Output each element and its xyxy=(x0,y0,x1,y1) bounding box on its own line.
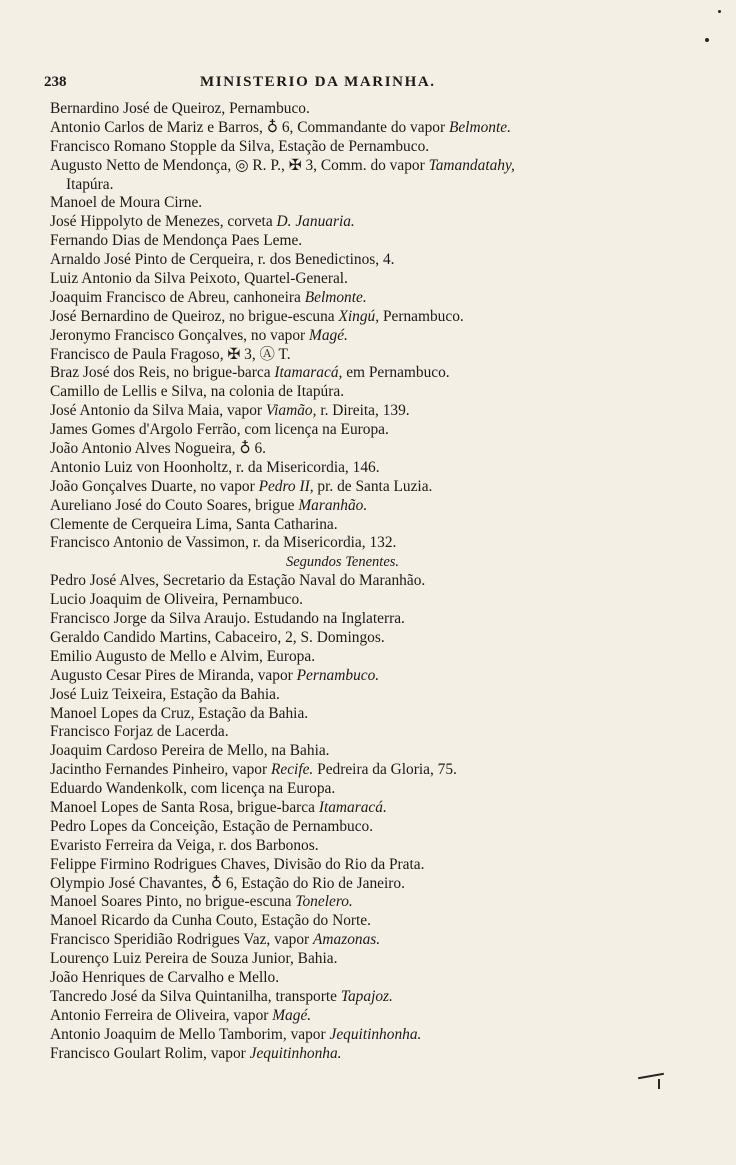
entry-text: Clemente de Cerqueira Lima, Santa Catharina. xyxy=(50,515,338,533)
entry-text: Geraldo Candido Martins, Cabaceiro, 2, S. Domingos. xyxy=(50,628,385,646)
vessel-name: D. Januaria. xyxy=(276,213,355,231)
officer-entry xyxy=(50,232,730,251)
entry-text: João Henriques de Carvalho e Mello. xyxy=(50,968,280,986)
entry-suffix: Pedreira da Gloria, 75. xyxy=(313,761,457,779)
entry-text: Francisco Jorge da Silva Araujo. Estudando na Inglaterra. xyxy=(50,610,405,628)
vessel-name: Itamaracá, xyxy=(274,364,343,382)
entry-text: Jacintho Fernandes Pinheiro, vapor xyxy=(50,761,271,779)
officer-entry xyxy=(50,157,730,176)
entry-text: Segundos Tenentes. xyxy=(286,554,400,571)
entry-text: Evaristo Ferreira da Veiga, r. dos Barbonos. xyxy=(50,836,319,854)
officer-entry xyxy=(50,610,730,629)
officer-entry xyxy=(50,119,730,138)
officer-list xyxy=(50,100,730,1063)
officer-entry xyxy=(50,742,730,761)
entry-text: José Bernardino de Queiroz, no brigue-escuna xyxy=(50,307,339,325)
entry-text: Pedro Lopes da Conceição, Estação de Pernambuco. xyxy=(50,817,374,835)
entry-text: Felippe Firmino Rodrigues Chaves, Divisão do Rio da Prata. xyxy=(50,855,425,873)
section-heading xyxy=(50,553,730,572)
entry-text: Fernando Dias de Mendonça Paes Leme. xyxy=(50,232,303,250)
officer-entry xyxy=(50,497,730,516)
officer-entry xyxy=(50,686,730,705)
vessel-name: Jequitinhonha. xyxy=(249,1044,342,1062)
officer-entry xyxy=(50,761,730,780)
entry-text: Lucio Joaquim de Oliveira, Pernambuco. xyxy=(50,591,304,609)
vessel-name: Xingú, xyxy=(338,307,380,325)
entry-text: Braz José dos Reis, no brigue-barca xyxy=(50,364,275,382)
pencil-mark xyxy=(658,1079,660,1089)
officer-entry xyxy=(50,572,730,591)
entry-text: Olympio José Chavantes, ♁ 6, Estação do Rio de Janeiro. xyxy=(50,874,405,892)
officer-entry xyxy=(50,1007,730,1026)
entry-text: Arnaldo José Pinto de Cerqueira, r. dos Benedictinos, 4. xyxy=(50,251,395,269)
entry-text: Manoel Lopes de Santa Rosa, brigue-barca xyxy=(50,798,319,816)
officer-entry xyxy=(50,780,730,799)
officer-entry xyxy=(50,383,730,402)
entry-text: Emilio Augusto de Mello e Alvim, Europa. xyxy=(50,647,316,665)
entry-text: Aureliano José do Couto Soares, brigue xyxy=(50,496,299,514)
page-number: 238 xyxy=(44,74,67,90)
officer-entry xyxy=(50,988,730,1007)
entry-text: Francisco Speridião Rodrigues Vaz, vapor xyxy=(50,931,314,949)
entry-text: Jeronymo Francisco Gonçalves, no vapor xyxy=(50,326,310,344)
entry-continuation xyxy=(50,176,730,195)
entry-text: Manoel de Moura Cirne. xyxy=(50,194,203,212)
entry-suffix: r. Direita, 139. xyxy=(316,402,410,420)
officer-entry xyxy=(50,893,730,912)
entry-text: Luiz Antonio da Silva Peixoto, Quartel-General. xyxy=(50,270,348,288)
officer-entry xyxy=(50,591,730,610)
officer-entry xyxy=(50,837,730,856)
entry-text: José Hippolyto de Menezes, corveta xyxy=(50,213,277,231)
entry-text: Itapúra. xyxy=(66,175,114,193)
entry-text: Augusto Netto de Mendonça, ◎ R. P., ✠ 3, Comm. do vapor xyxy=(50,156,429,174)
entry-text: Camillo de Lellis e Silva, na colonia de Itapúra. xyxy=(50,383,345,401)
entry-text: José Antonio da Silva Maia, vapor xyxy=(50,402,266,420)
officer-entry xyxy=(50,194,730,213)
entry-text: Augusto Cesar Pires de Miranda, vapor xyxy=(50,666,297,684)
entry-text: Manoel Lopes da Cruz, Estação da Bahia. xyxy=(50,704,309,722)
entry-text: Joaquim Francisco de Abreu, canhoneira xyxy=(50,288,305,306)
entry-suffix: pr. de Santa Luzia. xyxy=(313,477,433,495)
vessel-name: Belmonte. xyxy=(448,118,511,136)
entry-text: Manoel Ricardo da Cunha Couto, Estação do Norte. xyxy=(50,912,371,930)
officer-entry xyxy=(50,723,730,742)
entry-text: Francisco Goulart Rolim, vapor xyxy=(50,1044,250,1062)
officer-entry xyxy=(50,421,730,440)
entry-text: Manoel Soares Pinto, no brigue-escuna xyxy=(50,893,296,911)
entry-text: Bernardino José de Queiroz, Pernambuco. xyxy=(50,100,310,117)
entry-text: Lourenço Luiz Pereira de Souza Junior, Bahia. xyxy=(50,950,338,968)
page-header xyxy=(44,74,684,96)
entry-text: Francisco Romano Stopple da Silva, Estação de Pernambuco. xyxy=(50,137,430,155)
entry-suffix: em Pernambuco. xyxy=(342,364,450,382)
officer-entry xyxy=(50,875,730,894)
vessel-name: Jequitinhonha. xyxy=(329,1025,422,1043)
ink-speck xyxy=(705,38,709,42)
vessel-name: Tamandatahy, xyxy=(428,156,515,174)
entry-text: Antonio Luiz von Hoonholtz, r. da Misericordia, 146. xyxy=(50,458,380,476)
officer-entry xyxy=(50,459,730,478)
officer-entry xyxy=(50,667,730,686)
officer-entry xyxy=(50,478,730,497)
officer-entry xyxy=(50,931,730,950)
running-title: MINISTERIO DA MARINHA. xyxy=(200,74,436,90)
vessel-name: Pernambuco. xyxy=(296,666,380,684)
officer-entry xyxy=(50,705,730,724)
vessel-name: Magé. xyxy=(309,326,348,344)
entry-text: Francisco Forjaz de Lacerda. xyxy=(50,723,229,741)
officer-entry xyxy=(50,950,730,969)
vessel-name: Magé. xyxy=(272,1006,312,1024)
officer-entry xyxy=(50,364,730,383)
vessel-name: Tapajoz. xyxy=(340,987,393,1005)
officer-entry xyxy=(50,346,730,365)
entry-text: Joaquim Cardoso Pereira de Mello, na Bahia. xyxy=(50,742,330,760)
vessel-name: Viamão, xyxy=(265,402,317,420)
vessel-name: Pedro II, xyxy=(258,477,314,495)
entry-text: Francisco Antonio de Vassimon, r. da Misericordia, 132. xyxy=(50,534,397,552)
entry-text: João Antonio Alves Nogueira, ♁ 6. xyxy=(50,440,267,458)
officer-entry xyxy=(50,912,730,931)
entry-text: Antonio Carlos de Mariz e Barros, ♁ 6, Commandante do vapor xyxy=(50,118,449,136)
entry-text: Pedro José Alves, Secretario da Estação Naval do Maranhão. xyxy=(50,572,426,590)
entry-text: Tancredo José da Silva Quintanilha, transporte xyxy=(50,987,341,1005)
entry-suffix: Pernambuco. xyxy=(379,307,464,325)
officer-entry xyxy=(50,402,730,421)
officer-entry xyxy=(50,327,730,346)
officer-entry xyxy=(50,308,730,327)
vessel-name: Belmonte. xyxy=(304,288,367,306)
entry-text: Antonio Joaquim de Mello Tamborim, vapor xyxy=(50,1025,330,1043)
officer-entry xyxy=(50,534,730,553)
officer-entry xyxy=(50,440,730,459)
officer-entry xyxy=(50,1026,730,1045)
officer-entry xyxy=(50,100,730,119)
officer-entry xyxy=(50,270,730,289)
pencil-mark xyxy=(638,1073,664,1079)
officer-entry xyxy=(50,251,730,270)
entry-text: Eduardo Wandenkolk, com licença na Europa. xyxy=(50,780,336,798)
officer-entry xyxy=(50,969,730,988)
officer-entry xyxy=(50,1045,730,1064)
vessel-name: Itamaracá. xyxy=(318,798,387,816)
officer-entry xyxy=(50,516,730,535)
entry-text: Antonio Ferreira de Oliveira, vapor xyxy=(50,1006,273,1024)
officer-entry xyxy=(50,138,730,157)
entry-text: James Gomes d'Argolo Ferrão, com licença na Europa. xyxy=(50,421,389,439)
entry-text: José Luiz Teixeira, Estação da Bahia. xyxy=(50,685,280,703)
vessel-name: Recife. xyxy=(270,761,314,779)
officer-entry xyxy=(50,629,730,648)
officer-entry xyxy=(50,213,730,232)
officer-entry xyxy=(50,648,730,667)
vessel-name: Amazonas. xyxy=(313,931,381,949)
officer-entry xyxy=(50,818,730,837)
officer-entry xyxy=(50,856,730,875)
entry-text: João Gonçalves Duarte, no vapor xyxy=(50,477,259,495)
vessel-name: Tonelero. xyxy=(295,893,353,911)
officer-entry xyxy=(50,289,730,308)
officer-entry xyxy=(50,799,730,818)
ink-speck xyxy=(718,10,721,13)
entry-text: Francisco de Paula Fragoso, ✠ 3, Ⓐ T. xyxy=(50,345,291,363)
vessel-name: Maranhão. xyxy=(298,496,368,514)
